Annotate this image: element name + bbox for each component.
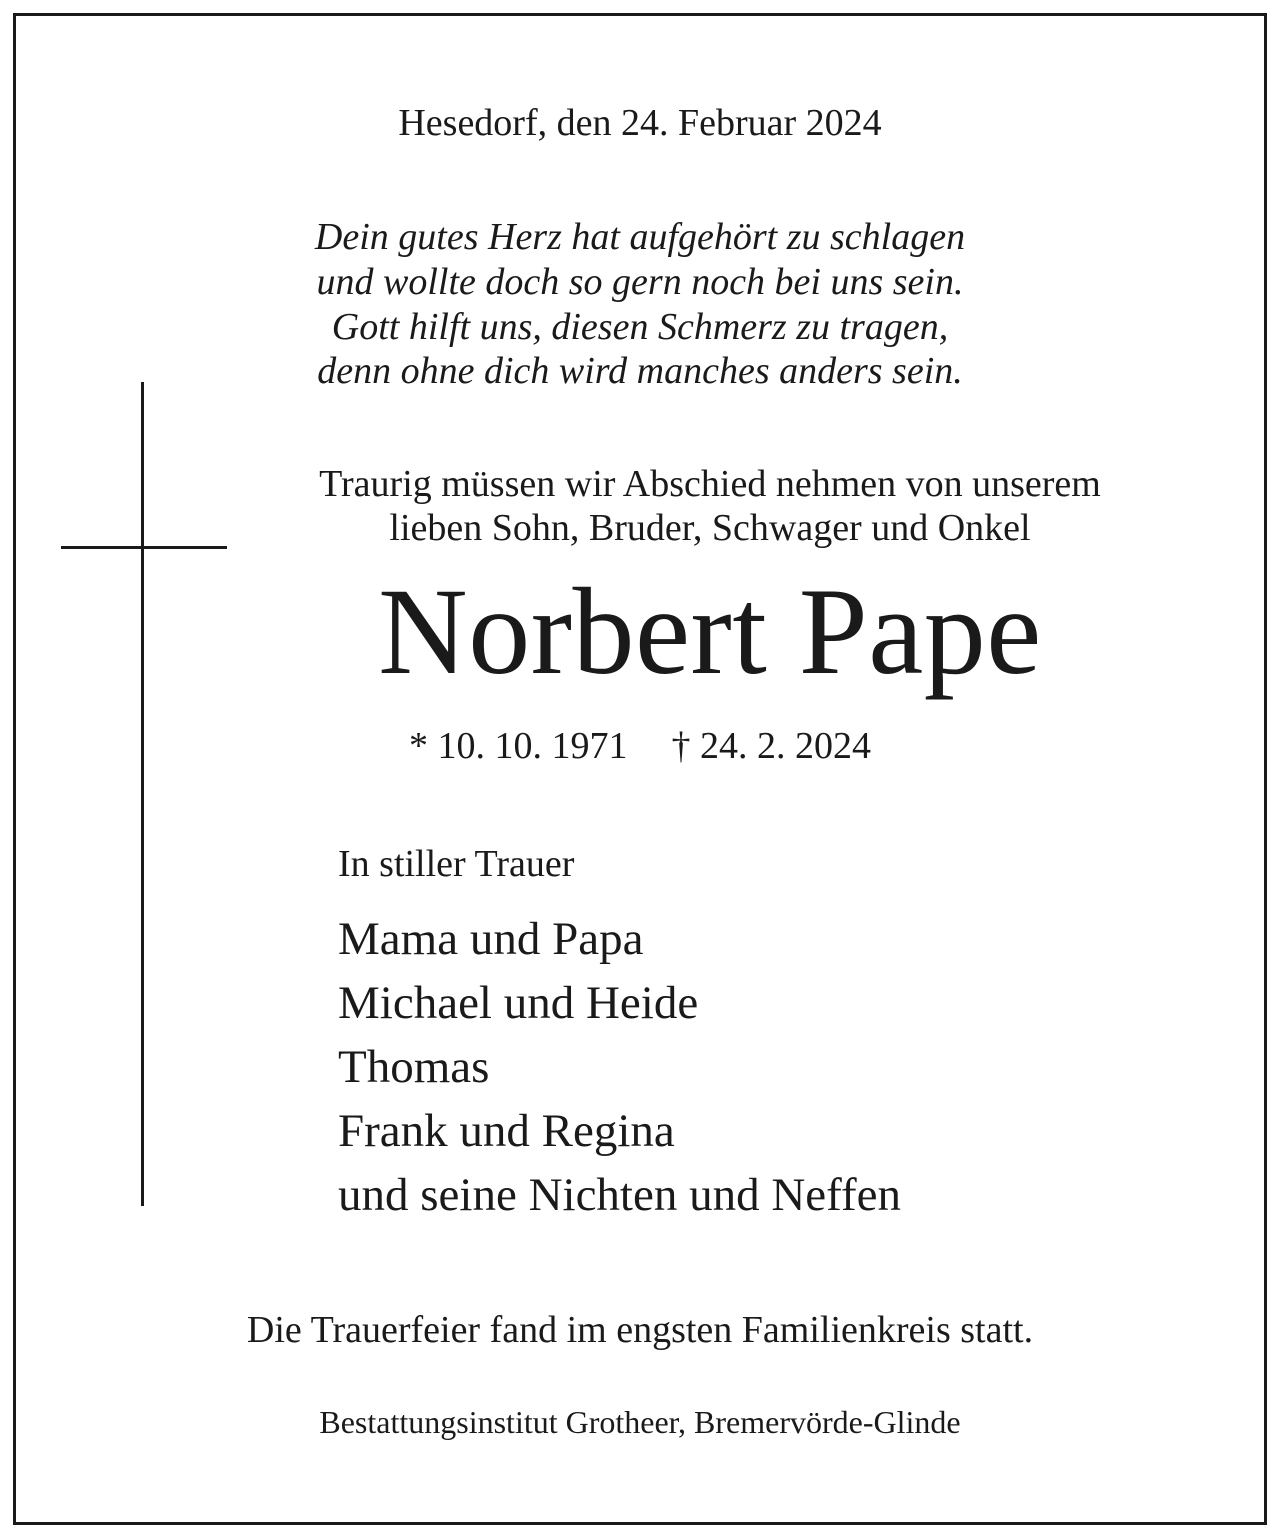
mourner-name: Michael und Heide	[338, 977, 699, 1029]
cross-icon-vertical	[141, 382, 144, 1206]
birth-date: * 10. 10. 1971	[409, 725, 628, 767]
mourner-name: und seine Nichten und Neffen	[338, 1169, 901, 1221]
mourner-name: Frank und Regina	[338, 1105, 675, 1157]
poem-line: Gott hilft uns, diesen Schmerz zu tragen,	[331, 306, 949, 348]
intro-line: lieben Sohn, Bruder, Schwager und Onkel	[389, 507, 1031, 549]
death-date: † 24. 2. 2024	[671, 725, 871, 767]
poem-line: denn ohne dich wird manches anders sein.	[317, 350, 963, 392]
mourning-intro: In stiller Trauer	[338, 843, 575, 885]
ceremony-note: Die Trauerfeier fand im engsten Familienkreis statt.	[246, 1309, 1034, 1351]
poem-line: Dein gutes Herz hat aufgehört zu schlagen	[314, 216, 966, 258]
deceased-name: Norbert Pape	[378, 563, 1042, 700]
intro-line: Traurig müssen wir Abschied nehmen von unserem	[319, 463, 1101, 505]
mourner-name: Mama und Papa	[338, 913, 644, 965]
poem-line: und wollte doch so gern noch bei uns sein.	[316, 261, 964, 303]
place-date: Hesedorf, den 24. Februar 2024	[398, 102, 882, 144]
life-dates	[0, 727, 1280, 765]
mourner-name: Thomas	[338, 1041, 490, 1093]
undertaker: Bestattungsinstitut Grotheer, Bremervörde-Glinde	[319, 1404, 961, 1440]
